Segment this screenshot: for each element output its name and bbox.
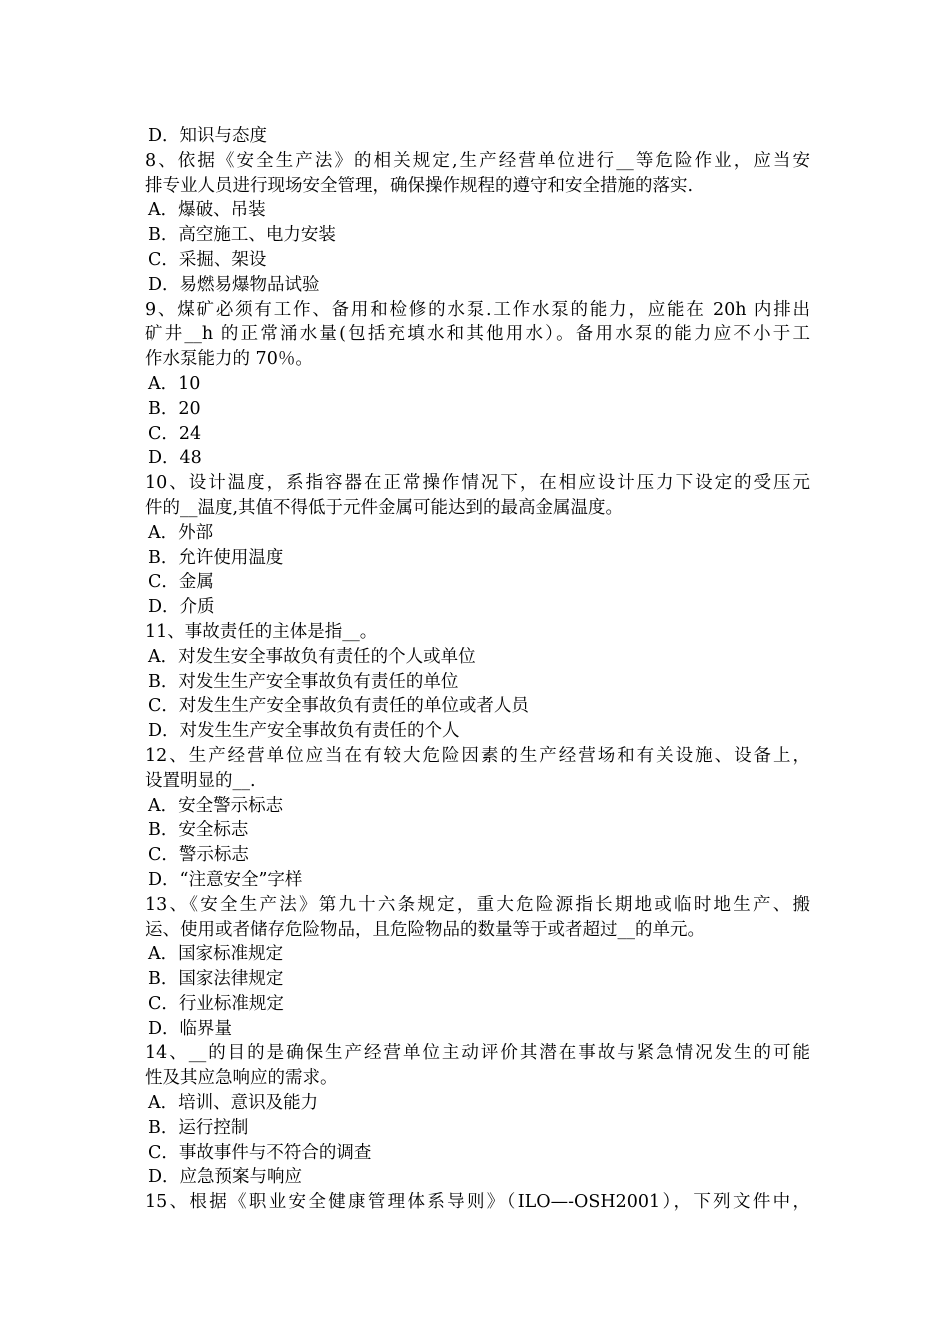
option-line: B．20 [148, 398, 201, 419]
option-line: C．24 [148, 423, 202, 444]
option-line: A．外部 [148, 522, 214, 543]
option-line: A．国家标准规定 [148, 944, 284, 965]
option-line: C．警示标志 [148, 845, 249, 866]
option-line: D．应急预案与响应 [148, 1167, 303, 1188]
question-line: 排专业人员进行现场安全管理，确保操作规程的遵守和安全措施的落实. [145, 175, 694, 196]
option-line: D．临界量 [148, 1018, 233, 1039]
option-line: D．易燃易爆物品试验 [148, 274, 320, 295]
question-line: 设置明显的__. [145, 770, 256, 791]
question-line: 性及其应急响应的需求。 [145, 1068, 338, 1089]
option-line: A．爆破、吊装 [148, 200, 266, 221]
option-line: A．安全警示标志 [148, 795, 284, 816]
question-line: 作水泵能力的 70％。 [145, 349, 313, 370]
option-line: B．国家法律规定 [148, 969, 284, 990]
option-line: B．允许使用温度 [148, 547, 284, 568]
question-line: 矿井__h 的正常涌水量(包括充填水和其他用水）。备用水泵的能力应不小于工 [145, 324, 810, 345]
question-line: 运、使用或者储存危险物品，且危险物品的数量等于或者超过__的单元。 [145, 919, 705, 940]
question-line: 件的__温度,其值不得低于元件金属可能达到的最高金属温度。 [145, 497, 624, 518]
option-line: D．知识与态度 [148, 126, 268, 146]
option-line: A．培训、意识及能力 [148, 1093, 319, 1114]
option-line: C．采掘、架设 [148, 249, 267, 270]
option-line: D．“注意安全”字样 [148, 869, 303, 890]
option-line: B．高空施工、电力安装 [148, 225, 336, 246]
option-line: B．运行控制 [148, 1117, 249, 1138]
option-line: C．事故事件与不符合的调查 [148, 1142, 372, 1163]
question-line: 12、生产经营单位应当在有较大危险因素的生产经营场和有关设施、设备上， [145, 745, 810, 766]
question-line: 11、事故责任的主体是指__。 [145, 621, 378, 642]
option-line: B．对发生生产安全事故负有责任的单位 [148, 671, 459, 692]
question-line: 13、《安全生产法》第九十六条规定，重大危险源指长期地或临时地生产、搬 [145, 894, 810, 915]
option-line: B．安全标志 [148, 820, 249, 841]
option-line: A．对发生安全事故负有责任的个人或单位 [148, 646, 476, 667]
option-line: C．金属 [148, 572, 214, 593]
option-line: D．介质 [148, 597, 215, 618]
question-line: 14、__的目的是确保生产经营单位主动评价其潜在事故与紧急情况发生的可能 [145, 1043, 810, 1064]
option-line: D．48 [148, 448, 202, 469]
question-line: 15、根据《职业安全健康管理体系导则》（ILO—-OSH2001），下列文件中， [145, 1192, 810, 1213]
option-line: C．行业标准规定 [148, 993, 284, 1014]
question-line: 8、依据《安全生产法》的相关规定,生产经营单位进行__等危险作业，应当安 [145, 150, 810, 171]
option-line: C．对发生生产安全事故负有责任的单位或者人员 [148, 696, 529, 717]
option-line: D．对发生生产安全事故负有责任的个人 [148, 721, 460, 742]
question-line: 9、煤矿必须有工作、备用和检修的水泵.工作水泵的能力，应能在 20h 内排出 [145, 299, 810, 320]
option-line: A．10 [148, 373, 201, 394]
document-body [145, 124, 810, 1215]
question-line: 10、设计温度，系指容器在正常操作情况下，在相应设计压力下设定的受压元 [145, 473, 810, 494]
